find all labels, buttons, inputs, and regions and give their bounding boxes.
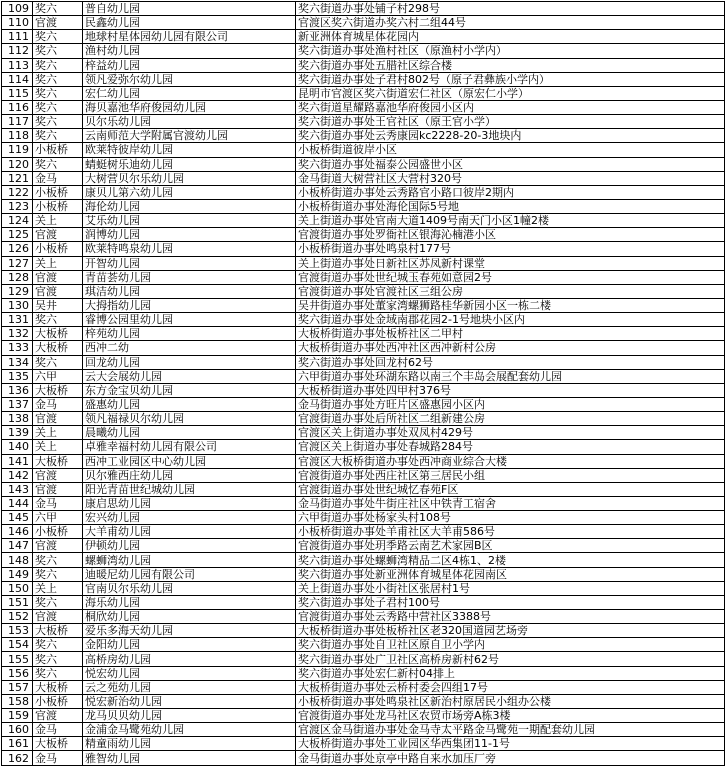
row-number-cell: 109: [2, 2, 33, 16]
table-row: [2, 468, 725, 482]
kindergarten-name-cell: 卓雅幸福村幼儿园有限公司: [83, 440, 296, 454]
district-cell: 吴井: [33, 298, 83, 312]
row-number-cell: 135: [2, 369, 33, 383]
address-cell: 小板桥街道彼岸小区: [296, 143, 725, 157]
address-cell: 奖六街道办事处宏仁新村04排上: [296, 666, 725, 680]
table-row: [2, 313, 725, 327]
address-cell: 大板桥街道办事处板桥社区老320国道园艺场旁: [296, 624, 725, 638]
table-row: [2, 284, 725, 298]
kindergarten-name-cell: 高桥房幼儿园: [83, 652, 296, 666]
kindergarten-name-cell: 云大会展幼儿园: [83, 369, 296, 383]
address-cell: 六甲街道办事处杨家头村108号: [296, 511, 725, 525]
address-cell: 大板桥街道办事处云桥村委会四组17号: [296, 680, 725, 694]
kindergarten-name-cell: 欧莱特彼岸幼儿园: [83, 143, 296, 157]
address-cell: 奖六街道办事处回龙村62号: [296, 355, 725, 369]
kindergarten-name-cell: 欧莱特鸣泉幼儿园: [83, 242, 296, 256]
district-cell: 金马: [33, 397, 83, 411]
address-cell: 官渡街道办事处西庄社区第三居民小组: [296, 468, 725, 482]
table-row: [2, 567, 725, 581]
address-cell: 金马街道大树营社区大营村320号: [296, 171, 725, 185]
address-cell: 关上街道办事处官南大道1409号南天门小区1幢2楼: [296, 214, 725, 228]
table-row: [2, 383, 725, 397]
address-cell: 官渡街道办事处世纪城玉春苑如意园2号: [296, 270, 725, 284]
district-cell: 奖六: [33, 44, 83, 58]
address-cell: 关上街道办事处小街社区张居村1号: [296, 581, 725, 595]
table-row: [2, 199, 725, 213]
row-number-cell: 122: [2, 185, 33, 199]
kindergarten-name-cell: 海贝嘉池华府俊园幼儿园: [83, 100, 296, 114]
district-cell: 官渡: [33, 270, 83, 284]
row-number-cell: 137: [2, 397, 33, 411]
row-number-cell: 139: [2, 426, 33, 440]
table-row: [2, 327, 725, 341]
address-cell: 官渡区关上街道办事处双凤村429号: [296, 426, 725, 440]
district-cell: 金马: [33, 496, 83, 510]
address-cell: 奖六街道办事处云秀康园kc2228-20-3地块内: [296, 129, 725, 143]
kindergarten-name-cell: 睿博公园里幼儿园: [83, 313, 296, 327]
row-number-cell: 128: [2, 270, 33, 284]
kindergarten-name-cell: 回龙幼儿园: [83, 355, 296, 369]
district-cell: 官渡: [33, 228, 83, 242]
table-row: [2, 751, 725, 765]
address-cell: 官渡街道办事处后所社区二组新建公房: [296, 412, 725, 426]
row-number-cell: 152: [2, 610, 33, 624]
row-number-cell: 155: [2, 652, 33, 666]
row-number-cell: 120: [2, 157, 33, 171]
row-number-cell: 150: [2, 581, 33, 595]
district-cell: 官渡: [33, 468, 83, 482]
district-cell: 六甲: [33, 511, 83, 525]
district-cell: 奖六: [33, 30, 83, 44]
table-row: [2, 440, 725, 454]
table-row: [2, 214, 725, 228]
kindergarten-name-cell: 雅智幼儿园: [83, 751, 296, 765]
kindergarten-name-cell: 大树营贝尔乐幼儿园: [83, 171, 296, 185]
kindergarten-name-cell: 宏仁幼儿园: [83, 86, 296, 100]
district-cell: 大板桥: [33, 737, 83, 751]
row-number-cell: 145: [2, 511, 33, 525]
address-cell: 奖六街道办事处王官社区（原王官小学）: [296, 115, 725, 129]
address-cell: 奖六街道星耀路嘉池华府俊园小区内: [296, 100, 725, 114]
table-row: [2, 496, 725, 510]
kindergarten-name-cell: 大拇指幼儿园: [83, 298, 296, 312]
kindergarten-name-cell: 悦宏幼儿园: [83, 666, 296, 680]
district-cell: 关上: [33, 256, 83, 270]
kindergarten-name-cell: 康启思幼儿园: [83, 496, 296, 510]
address-cell: 小板桥街道办事处鸣泉村177号: [296, 242, 725, 256]
district-cell: 奖六: [33, 100, 83, 114]
table-row: [2, 595, 725, 609]
address-cell: 官渡街道办事处玥季路云南艺术家园B区: [296, 539, 725, 553]
kindergarten-name-cell: 晨曦幼儿园: [83, 426, 296, 440]
table-row: [2, 610, 725, 624]
address-cell: 小板桥街道办事处鸣泉社区新治村原居民小组办公楼: [296, 694, 725, 708]
district-cell: 官渡: [33, 482, 83, 496]
table-row: [2, 72, 725, 86]
district-cell: 奖六: [33, 72, 83, 86]
kindergarten-name-cell: 梓益幼儿园: [83, 58, 296, 72]
table-row: [2, 115, 725, 129]
district-cell: 奖六: [33, 58, 83, 72]
kindergarten-name-cell: 爱乐多海天幼儿园: [83, 624, 296, 638]
kindergarten-name-cell: 地球村星体园幼儿园有限公司: [83, 30, 296, 44]
kindergarten-name-cell: 贝尔雅西庄幼儿园: [83, 468, 296, 482]
table-row: [2, 58, 725, 72]
kindergarten-name-cell: 桐欣幼儿园: [83, 610, 296, 624]
table-row: [2, 511, 725, 525]
kindergarten-name-cell: 云之苑幼儿园: [83, 680, 296, 694]
row-number-cell: 111: [2, 30, 33, 44]
address-cell: 吴井街道办事处董家湾螺狮路桂华新园小区一栋二楼: [296, 298, 725, 312]
table-row: [2, 228, 725, 242]
address-cell: 官渡街道办事处世纪城忆春苑F区: [296, 482, 725, 496]
district-cell: 奖六: [33, 652, 83, 666]
row-number-cell: 118: [2, 129, 33, 143]
row-number-cell: 140: [2, 440, 33, 454]
row-number-cell: 113: [2, 58, 33, 72]
district-cell: 小板桥: [33, 199, 83, 213]
table-row: [2, 30, 725, 44]
row-number-cell: 124: [2, 214, 33, 228]
kindergarten-name-cell: 精童雨幼儿园: [83, 737, 296, 751]
table-row: [2, 171, 725, 185]
table-row: [2, 397, 725, 411]
table-row: [2, 129, 725, 143]
row-number-cell: 126: [2, 242, 33, 256]
kindergarten-name-cell: 康贝儿第六幼儿园: [83, 185, 296, 199]
row-number-cell: 110: [2, 16, 33, 30]
district-cell: 金马: [33, 171, 83, 185]
kindergarten-name-cell: 西冲二幼: [83, 341, 296, 355]
kindergarten-name-cell: 西冲工业园区中心幼儿园: [83, 454, 296, 468]
row-number-cell: 156: [2, 666, 33, 680]
address-cell: 官渡区关上街道办事处春城路284号: [296, 440, 725, 454]
kindergarten-name-cell: 领凡爱弥尔幼儿园: [83, 72, 296, 86]
row-number-cell: 114: [2, 72, 33, 86]
table-row: [2, 412, 725, 426]
district-cell: 大板桥: [33, 454, 83, 468]
district-cell: 奖六: [33, 86, 83, 100]
table-body: [2, 2, 725, 766]
table-row: [2, 270, 725, 284]
row-number-cell: 129: [2, 284, 33, 298]
kindergarten-name-cell: 蜻蜓树乐迪幼儿园: [83, 157, 296, 171]
table-row: [2, 482, 725, 496]
row-number-cell: 121: [2, 171, 33, 185]
row-number-cell: 144: [2, 496, 33, 510]
table-row: [2, 525, 725, 539]
district-cell: 奖六: [33, 129, 83, 143]
table-row: [2, 100, 725, 114]
address-cell: 奖六街道办事处五腊社区综合楼: [296, 58, 725, 72]
table-row: [2, 581, 725, 595]
row-number-cell: 125: [2, 228, 33, 242]
address-cell: 金马街道办事处牛街庄社区中铁青工宿舍: [296, 496, 725, 510]
district-cell: 奖六: [33, 567, 83, 581]
kindergarten-name-cell: 贝尔乐幼儿园: [83, 115, 296, 129]
kindergarten-name-cell: 艾乐幼儿园: [83, 214, 296, 228]
district-cell: 奖六: [33, 595, 83, 609]
kindergarten-name-cell: 金浦金马鹭苑幼儿园: [83, 723, 296, 737]
kindergarten-name-cell: 官南贝尔乐幼儿园: [83, 581, 296, 595]
row-number-cell: 116: [2, 100, 33, 114]
address-cell: 奖六街道办事处金域南郡花园2-1号地块小区内: [296, 313, 725, 327]
district-cell: 金马: [33, 751, 83, 765]
table-row: [2, 2, 725, 16]
kindergarten-name-cell: 润博幼儿园: [83, 228, 296, 242]
row-number-cell: 151: [2, 595, 33, 609]
address-cell: 奖六街道办事处广卫社区高桥房新村62号: [296, 652, 725, 666]
kindergarten-name-cell: 大羊甫幼儿园: [83, 525, 296, 539]
kindergarten-name-cell: 伊顿幼儿园: [83, 539, 296, 553]
address-cell: 奖六街道办事处渔村社区（原渔村小学内）: [296, 44, 725, 58]
district-cell: 奖六: [33, 2, 83, 16]
address-cell: 小板桥街道办事处海伦国际5号地: [296, 199, 725, 213]
address-cell: 大板桥街道办事处西冲社区西冲新村公房: [296, 341, 725, 355]
table-row: [2, 709, 725, 723]
table-row: [2, 624, 725, 638]
table-row: [2, 737, 725, 751]
table-row: [2, 256, 725, 270]
row-number-cell: 149: [2, 567, 33, 581]
district-cell: 官渡: [33, 539, 83, 553]
district-cell: 小板桥: [33, 694, 83, 708]
district-cell: 官渡: [33, 284, 83, 298]
address-cell: 官渡区大板桥街道办事处西冲商业综合大楼: [296, 454, 725, 468]
district-cell: 关上: [33, 440, 83, 454]
address-cell: 官渡区奖六街道办奖六村二组44号: [296, 16, 725, 30]
district-cell: 大板桥: [33, 327, 83, 341]
table-row: [2, 143, 725, 157]
row-number-cell: 161: [2, 737, 33, 751]
address-cell: 官渡街道办事处云秀路中营社区3388号: [296, 610, 725, 624]
row-number-cell: 136: [2, 383, 33, 397]
kindergarten-name-cell: 云南师范大学附属官渡幼儿园: [83, 129, 296, 143]
table-row: [2, 652, 725, 666]
district-cell: 大板桥: [33, 341, 83, 355]
district-cell: 官渡: [33, 610, 83, 624]
kindergarten-name-cell: 梓苑幼儿园: [83, 327, 296, 341]
row-number-cell: 142: [2, 468, 33, 482]
row-number-cell: 130: [2, 298, 33, 312]
district-cell: 奖六: [33, 313, 83, 327]
row-number-cell: 159: [2, 709, 33, 723]
kindergarten-name-cell: 海乐幼儿园: [83, 595, 296, 609]
district-cell: 小板桥: [33, 525, 83, 539]
kindergarten-name-cell: 琪洁幼儿园: [83, 284, 296, 298]
address-cell: 官渡街道办事处官渡社区三组公房: [296, 284, 725, 298]
district-cell: 官渡: [33, 412, 83, 426]
table-row: [2, 298, 725, 312]
table-row: [2, 694, 725, 708]
row-number-cell: 153: [2, 624, 33, 638]
table-row: [2, 185, 725, 199]
kindergarten-name-cell: 青苗荟幼儿园: [83, 270, 296, 284]
district-cell: 小板桥: [33, 185, 83, 199]
row-number-cell: 115: [2, 86, 33, 100]
district-cell: 奖六: [33, 157, 83, 171]
district-cell: 小板桥: [33, 143, 83, 157]
table-row: [2, 638, 725, 652]
row-number-cell: 157: [2, 680, 33, 694]
district-cell: 奖六: [33, 553, 83, 567]
row-number-cell: 119: [2, 143, 33, 157]
row-number-cell: 160: [2, 723, 33, 737]
row-number-cell: 148: [2, 553, 33, 567]
row-number-cell: 112: [2, 44, 33, 58]
district-cell: 关上: [33, 426, 83, 440]
address-cell: 奖六街道办事处螺蛳湾精品二区4栋1、2楼: [296, 553, 725, 567]
district-cell: 奖六: [33, 666, 83, 680]
table-row: [2, 341, 725, 355]
kindergarten-name-cell: 盛惠幼儿园: [83, 397, 296, 411]
kindergarten-table: [1, 1, 725, 766]
address-cell: 大板桥街道办事处四甲村376号: [296, 383, 725, 397]
row-number-cell: 132: [2, 327, 33, 341]
address-cell: 奖六街道办事处自卫社区原自卫小学内: [296, 638, 725, 652]
kindergarten-name-cell: 迪暖尼幼儿园有限公司: [83, 567, 296, 581]
table-row: [2, 539, 725, 553]
address-cell: 奖六街道办事处子君村802号（原子君彝族小学内）: [296, 72, 725, 86]
district-cell: 奖六: [33, 115, 83, 129]
table-row: [2, 369, 725, 383]
row-number-cell: 158: [2, 694, 33, 708]
district-cell: 大板桥: [33, 624, 83, 638]
row-number-cell: 143: [2, 482, 33, 496]
kindergarten-name-cell: 普自幼儿园: [83, 2, 296, 16]
address-cell: 金马街道办事处京亭中路自来水加压厂旁: [296, 751, 725, 765]
kindergarten-name-cell: 渔村幼儿园: [83, 44, 296, 58]
address-cell: 官渡街道办事处罗衙社区银海沁楠港小区: [296, 228, 725, 242]
kindergarten-name-cell: 开智幼儿园: [83, 256, 296, 270]
district-cell: 奖六: [33, 638, 83, 652]
row-number-cell: 141: [2, 454, 33, 468]
table-row: [2, 454, 725, 468]
kindergarten-name-cell: 金阳幼儿园: [83, 638, 296, 652]
address-cell: 金马街道办事处方旺片区盛惠园小区内: [296, 397, 725, 411]
table-row: [2, 680, 725, 694]
address-cell: 大板桥街道办事处板桥社区二甲村: [296, 327, 725, 341]
district-cell: 金马: [33, 723, 83, 737]
table-row: [2, 157, 725, 171]
district-cell: 关上: [33, 581, 83, 595]
kindergarten-name-cell: 海伦幼儿园: [83, 199, 296, 213]
row-number-cell: 138: [2, 412, 33, 426]
address-cell: 奖六街道办事处福泰公园盛世小区: [296, 157, 725, 171]
address-cell: 新亚洲体育城星体花园内: [296, 30, 725, 44]
address-cell: 官渡街道办事处龙马社区农贸市场旁A栋3楼: [296, 709, 725, 723]
district-cell: 大板桥: [33, 383, 83, 397]
row-number-cell: 123: [2, 199, 33, 213]
table-row: [2, 44, 725, 58]
row-number-cell: 133: [2, 341, 33, 355]
address-cell: 小板桥街道办事处云秀路官小路口彼岸2期内: [296, 185, 725, 199]
address-cell: 小板桥街道办事处羊甫社区大羊甫586号: [296, 525, 725, 539]
address-cell: 大板桥街道办事处工业园区华西集团11-1号: [296, 737, 725, 751]
table-row: [2, 86, 725, 100]
district-cell: 六甲: [33, 369, 83, 383]
row-number-cell: 117: [2, 115, 33, 129]
kindergarten-name-cell: 领凡福禄贝尔幼儿园: [83, 412, 296, 426]
row-number-cell: 154: [2, 638, 33, 652]
table-row: [2, 666, 725, 680]
kindergarten-name-cell: 螺蛳湾幼儿园: [83, 553, 296, 567]
kindergarten-name-cell: 民鑫幼儿园: [83, 16, 296, 30]
district-cell: 奖六: [33, 355, 83, 369]
address-cell: 奖六街道办事处铺子村298号: [296, 2, 725, 16]
address-cell: 关上街道办事处日新社区苏凤新村课堂: [296, 256, 725, 270]
kindergarten-name-cell: 东方金宝贝幼儿园: [83, 383, 296, 397]
table-row: [2, 16, 725, 30]
kindergarten-name-cell: 悦宏新治幼儿园: [83, 694, 296, 708]
table-row: [2, 723, 725, 737]
address-cell: 奖六街道办事处新亚洲体育城星体花园南区: [296, 567, 725, 581]
kindergarten-name-cell: 龙马贝贝幼儿园: [83, 709, 296, 723]
district-cell: 小板桥: [33, 242, 83, 256]
table-row: [2, 355, 725, 369]
address-cell: 奖六街道办事处子君村100号: [296, 595, 725, 609]
table-row: [2, 553, 725, 567]
address-cell: 官渡区金马街道办事处金马寺太平路金马鹭苑一期配套幼儿园: [296, 723, 725, 737]
row-number-cell: 127: [2, 256, 33, 270]
table-row: [2, 426, 725, 440]
district-cell: 官渡: [33, 16, 83, 30]
row-number-cell: 147: [2, 539, 33, 553]
district-cell: 关上: [33, 214, 83, 228]
kindergarten-name-cell: 阳光青苗世纪城幼儿园: [83, 482, 296, 496]
row-number-cell: 131: [2, 313, 33, 327]
table-row: [2, 242, 725, 256]
row-number-cell: 134: [2, 355, 33, 369]
row-number-cell: 146: [2, 525, 33, 539]
district-cell: 官渡: [33, 709, 83, 723]
district-cell: 大板桥: [33, 680, 83, 694]
row-number-cell: 162: [2, 751, 33, 765]
address-cell: 昆明市官渡区奖六街道宏仁社区（原宏仁小学）: [296, 86, 725, 100]
address-cell: 六甲街道办事处环湖东路以南三个丰岛会展配套幼儿园: [296, 369, 725, 383]
kindergarten-name-cell: 宏兴幼儿园: [83, 511, 296, 525]
